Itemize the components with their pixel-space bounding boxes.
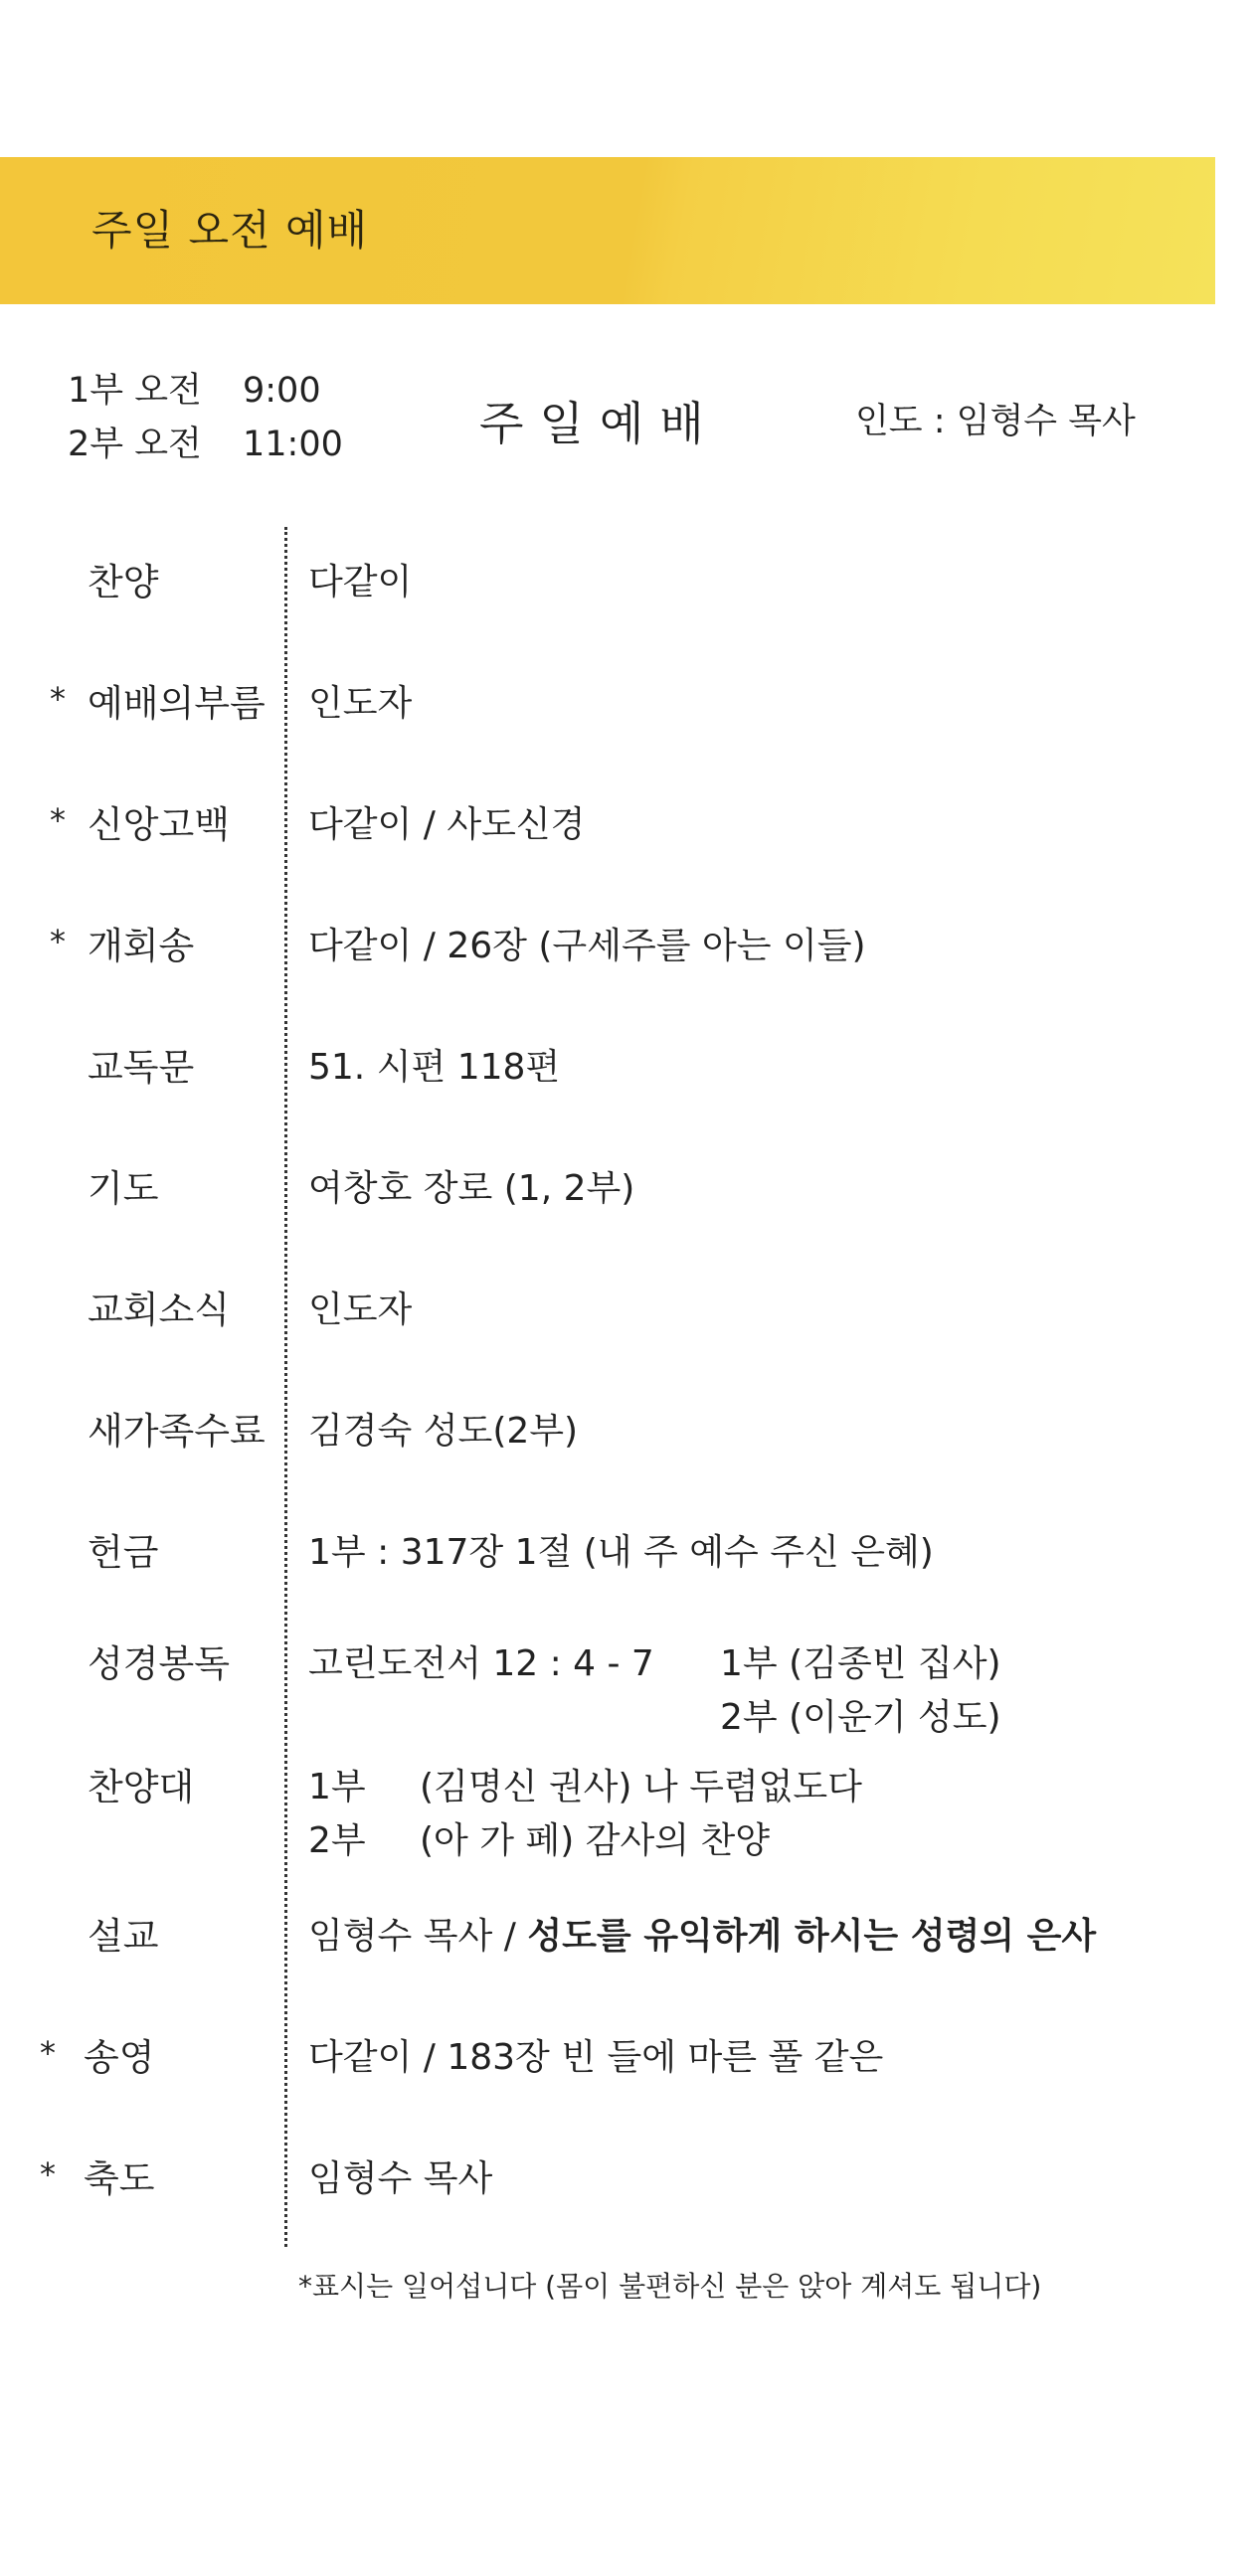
order-item-new-family xyxy=(0,1404,1253,1463)
choir-row-2 xyxy=(308,1813,771,1867)
order-label: 송영 xyxy=(84,2036,155,2079)
order-label: 성경봉독 xyxy=(88,1642,230,1685)
service-part: 1부 오전 xyxy=(68,371,202,411)
order-item-creed xyxy=(0,797,1253,857)
order-detail: 다같이 / 사도신경 xyxy=(308,804,586,845)
dotted-divider xyxy=(284,527,287,2247)
order-detail xyxy=(308,1760,862,1867)
order-item-offering xyxy=(0,1525,1253,1585)
service-time-2 xyxy=(68,418,343,471)
choir-row-1 xyxy=(308,1760,862,1813)
order-item-praise xyxy=(0,555,1253,614)
order-item-doxology xyxy=(0,2030,1253,2090)
order-detail: 김경숙 성도(2부) xyxy=(308,1411,579,1452)
choir-detail: (아 가 페) 감사의 찬양 xyxy=(420,1820,771,1861)
order-label: 교독문 xyxy=(88,1046,195,1089)
order-label: 찬양 xyxy=(88,561,159,603)
order-detail xyxy=(308,1636,1001,1738)
order-detail: 인도자 xyxy=(308,1289,413,1330)
service-time: 9:00 xyxy=(243,371,321,411)
order-item-sermon xyxy=(0,1909,1253,1969)
stand-marker: * xyxy=(40,2155,56,2193)
order-item-opening-hymn xyxy=(0,919,1253,978)
stand-marker: * xyxy=(50,680,66,718)
scripture-passage: 고린도전서 12 : 4 - 7 xyxy=(308,1643,654,1684)
service-leader: 인도 : 임형수 목사 xyxy=(855,402,1136,441)
order-detail: 다같이 / 26장 (구세주를 아는 이들) xyxy=(308,926,866,966)
banner-title: 주일 오전 예배 xyxy=(91,206,369,255)
order-item-choir xyxy=(0,1760,1253,1879)
order-label: 신앙고백 xyxy=(88,803,230,846)
order-detail: 여창호 장로 (1, 2부) xyxy=(308,1168,635,1209)
order-item-prayer xyxy=(0,1161,1253,1221)
order-label: 교회소식 xyxy=(88,1288,230,1331)
order-label: 개회송 xyxy=(88,925,195,967)
sermon-title: 성도를 유익하게 하시는 성령의 은사 xyxy=(527,1916,1097,1957)
order-detail: 임형수 목사 xyxy=(308,2158,493,2199)
order-item-scripture xyxy=(0,1636,1253,1756)
scripture-reader-1: 1부 (김종빈 집사) xyxy=(720,1643,1001,1684)
order-item-call-to-worship xyxy=(0,676,1253,736)
sermon-preacher: 임형수 목사 / xyxy=(308,1916,528,1957)
service-part: 2부 오전 xyxy=(68,425,202,464)
section-banner xyxy=(0,157,1215,304)
choir-part: 2부 xyxy=(308,1820,366,1861)
order-item-responsive-reading xyxy=(0,1040,1253,1100)
order-detail: 51. 시편 118편 xyxy=(308,1047,561,1088)
service-title: 주일예배 xyxy=(479,397,720,450)
order-detail: 인도자 xyxy=(308,683,413,724)
service-time-1 xyxy=(68,364,343,418)
order-item-benediction xyxy=(0,2151,1253,2211)
footnote: *표시는 일어섭니다 (몸이 불편하신 분은 앉아 계셔도 됩니다) xyxy=(298,2270,1042,2303)
order-label: 축도 xyxy=(84,2157,155,2200)
service-times xyxy=(68,364,343,471)
order-detail: 다같이 xyxy=(308,562,413,602)
scripture-reader-2: 2부 (이운기 성도) xyxy=(720,1697,1001,1738)
order-label: 예배의부름 xyxy=(88,682,266,725)
order-detail xyxy=(308,1909,1096,1965)
order-label: 설교 xyxy=(88,1915,159,1958)
order-detail: 1부 : 317장 1절 (내 주 예수 주신 은혜) xyxy=(308,1532,934,1573)
order-label: 찬양대 xyxy=(88,1766,195,1808)
choir-part: 1부 xyxy=(308,1767,366,1807)
stand-marker: * xyxy=(40,2034,56,2072)
order-label: 헌금 xyxy=(88,1531,159,1574)
service-time: 11:00 xyxy=(243,425,343,464)
order-label: 기도 xyxy=(88,1167,159,1210)
order-item-announcements xyxy=(0,1283,1253,1342)
order-detail: 다같이 / 183장 빈 들에 마른 풀 같은 xyxy=(308,2037,884,2078)
order-label: 새가족수료 xyxy=(88,1410,266,1453)
stand-marker: * xyxy=(50,923,66,960)
stand-marker: * xyxy=(50,801,66,839)
choir-detail: (김명신 권사) 나 두렴없도다 xyxy=(420,1767,862,1807)
